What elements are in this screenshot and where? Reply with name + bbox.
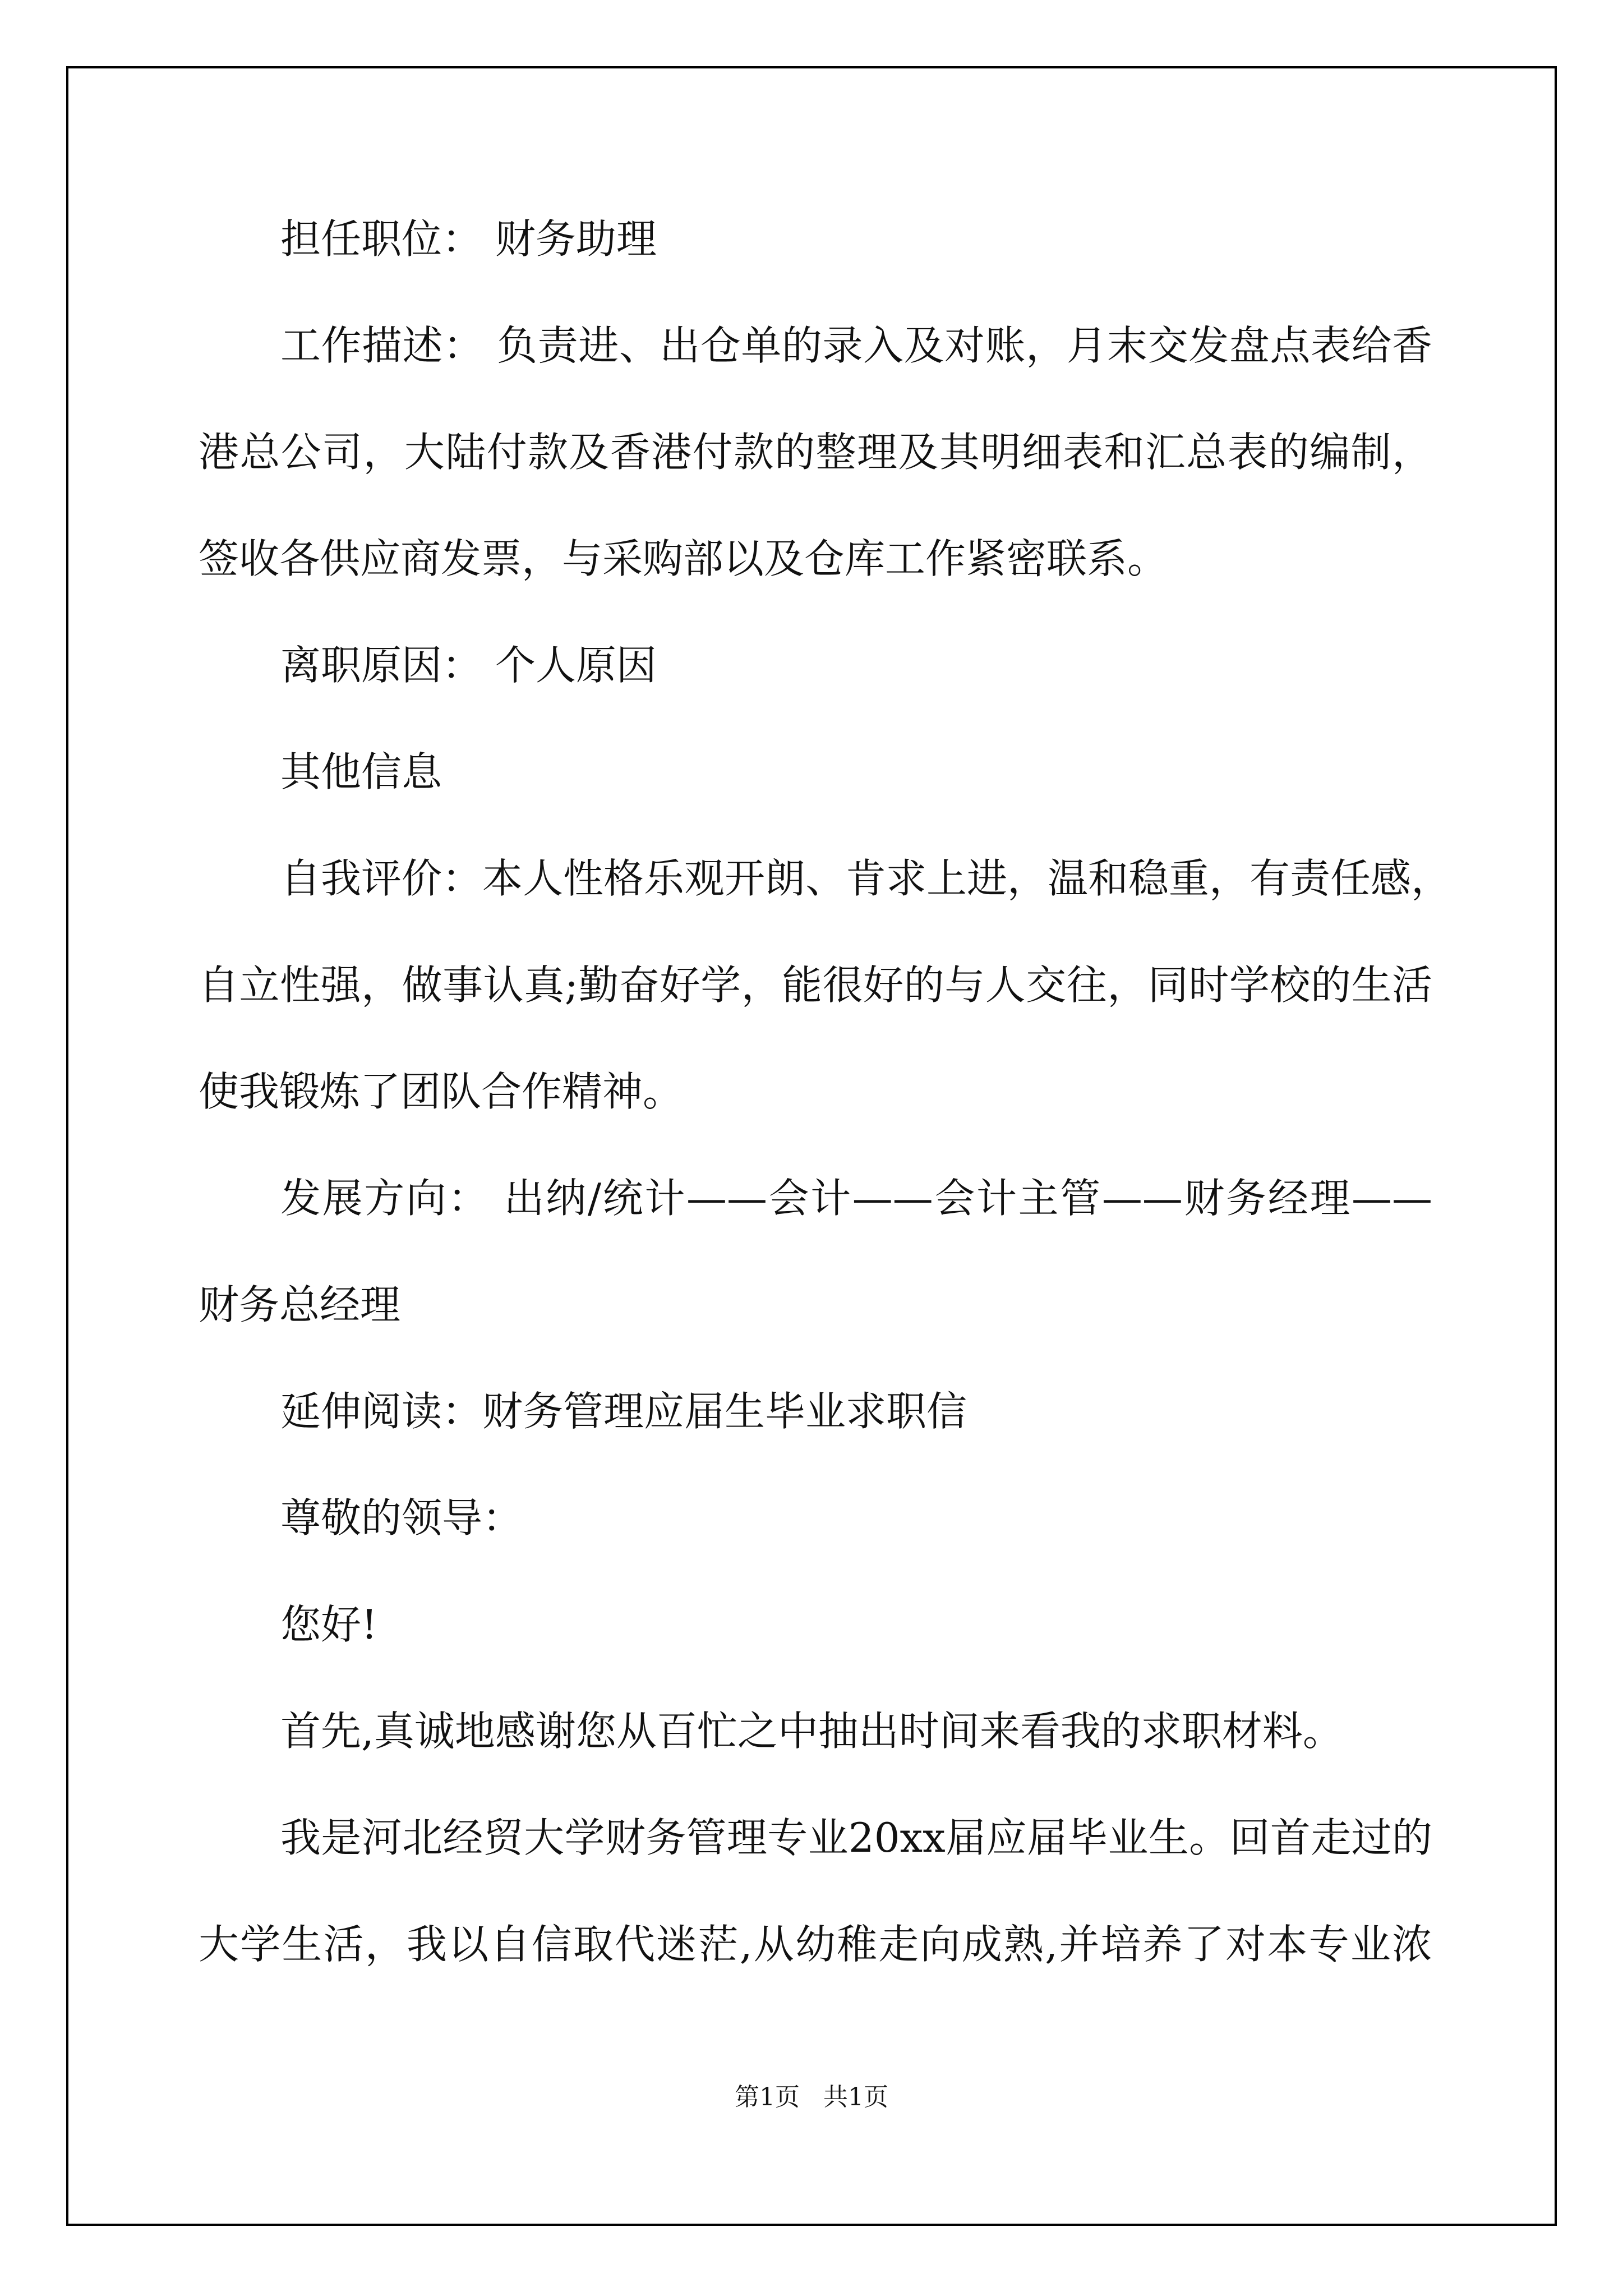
text-line: 财务总经理 <box>199 1281 401 1328</box>
text-line: 自立性强，做事认真;勤奋好学，能很好的与人交往，同时学校的生活 <box>199 961 1432 1009</box>
text-line: 担任职位： 财务助理 <box>280 215 657 263</box>
text-line: 发展方向： 出纳/统计——会计——会计主管——财务经理—— <box>280 1175 1432 1222</box>
text-line: 大学生活，我以自信取代迷茫,从幼稚走向成熟,并培养了对本专业浓 <box>199 1921 1432 1968</box>
page-number-footer: 第1页 共1页 <box>735 2083 888 2111</box>
text-line: 签收各供应商发票，与采购部以及仓库工作紧密联系。 <box>199 535 1168 582</box>
text-line: 自我评价：本人性格乐观开朗、肯求上进，温和稳重，有责任感， <box>280 855 1452 902</box>
section-heading: 其他信息 <box>280 748 442 795</box>
text-line: 首先,真诚地感谢您从百忙之中抽出时间来看我的求职材料。 <box>280 1708 1343 1755</box>
text-line: 使我锻炼了团队合作精神。 <box>199 1068 684 1115</box>
text-line: 工作描述： 负责进、出仓单的录入及对账，月末交发盘点表给香 <box>280 322 1432 369</box>
text-line: 我是河北经贸大学财务管理专业20xx届应届毕业生。回首走过的 <box>280 1814 1432 1861</box>
greeting: 您好! <box>280 1601 377 1648</box>
text-line: 离职原因： 个人原因 <box>280 642 657 689</box>
page-border <box>66 66 1557 2226</box>
text-line: 港总公司，大陆付款及香港付款的整理及其明细表和汇总表的编制， <box>199 429 1432 476</box>
text-line: 延伸阅读：财务管理应届生毕业求职信 <box>280 1388 967 1435</box>
salutation: 尊敬的领导： <box>280 1494 523 1542</box>
